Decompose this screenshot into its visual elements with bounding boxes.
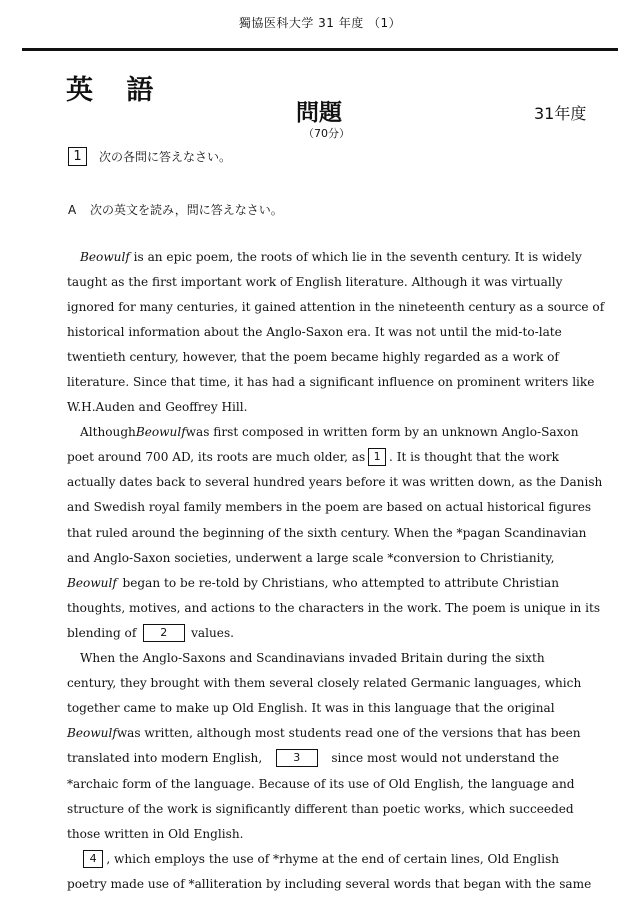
passage-line: century, they brought with them several closely related Germanic languages, which <box>67 676 582 691</box>
line-segment <box>80 250 582 264</box>
page-title: 問題 <box>296 100 342 126</box>
answer-blank-4: 4 <box>83 850 103 868</box>
passage-line <box>67 846 559 871</box>
answer-blank-3: 3 <box>276 749 318 767</box>
answer-blank-2: 2 <box>143 624 185 642</box>
section-instruction: 次の英文を読み，問に答えなさい。 <box>90 203 283 217</box>
passage-line: When the Anglo-Saxons and Scandinavians invaded Britain during the sixth <box>80 651 545 666</box>
passage-line <box>67 570 559 595</box>
running-head: 獨協医科大学 31 年度 （1） <box>238 16 402 30</box>
line-text: began to be re-told by Christians, who attempted to attribute Christian <box>122 575 559 590</box>
passage-line <box>67 746 559 771</box>
line-text: poet around 700 AD, its roots are much older, as <box>67 450 366 465</box>
passage-line: poetry made use of *alliteration by including several words that began with the same <box>67 876 592 891</box>
exam-year: 31年度 <box>534 104 587 123</box>
question-heading <box>68 147 231 166</box>
line-text: is an epic poem, the roots of which lie in the seventh century. It is widely <box>133 249 582 264</box>
question-number-box: 1 <box>68 147 87 166</box>
answer-blank-1: 1 <box>368 448 386 466</box>
passage-line: twentieth century, however, that the poem became highly regarded as a work of <box>67 349 559 364</box>
line-text: translated into modern English, <box>67 751 263 766</box>
line-text: values. <box>191 625 235 640</box>
question-instruction: 次の各問に答えなさい。 <box>99 150 232 164</box>
passage-line <box>67 721 581 746</box>
section-heading <box>68 201 283 218</box>
passage-line: that ruled around the beginning of the sixth century. When the *pagan Scandinavian <box>67 525 587 540</box>
passage-line: *archaic form of the language. Because of its use of Old English, the language and <box>67 776 575 791</box>
passage-line <box>67 420 579 445</box>
passage-line: actually dates back to several hundred years before it was written down, as the Danish <box>67 475 603 490</box>
passage-line: and Anglo-Saxon societies, underwent a large scale *conversion to Christianity, <box>67 550 555 565</box>
section-label: A <box>68 203 77 217</box>
passage-line: structure of the work is significantly different than poetic works, which succeeded <box>67 801 574 816</box>
work-title: Beowulf <box>80 249 130 264</box>
exam-duration: （70分） <box>303 127 350 140</box>
passage-line <box>67 244 582 269</box>
line-text: . It is thought that the work <box>389 450 559 465</box>
work-title: Beowulf <box>67 726 117 741</box>
passage-line <box>67 445 559 470</box>
passage-line: ignored for many centuries, it gained attention in the nineteenth century as a source of <box>67 299 605 314</box>
passage-line: historical information about the Anglo-Saxon era. It was not until the mid-to-late <box>67 324 562 339</box>
line-text: was first composed in written form by an unknown Anglo-Saxon <box>185 425 579 440</box>
line-text: since most would not understand the <box>331 751 559 766</box>
passage-line: and Swedish royal family members in the poem are based on actual historical figures <box>67 500 592 515</box>
passage-line: thoughts, motives, and actions to the characters in the work. The poem is unique in its <box>67 600 601 615</box>
line-text: , which employs the use of *rhyme at the end of certain lines, Old English <box>106 851 559 866</box>
passage-line <box>67 620 559 645</box>
header-rule <box>22 48 618 51</box>
passage-line: taught as the first important work of English literature. Although it was virtually <box>67 274 563 289</box>
reading-passage <box>67 244 605 896</box>
subject-title: 英 語 <box>66 75 166 106</box>
line-text: was written, although most students read one of the versions that has been <box>116 726 581 741</box>
work-title: Beowulf <box>67 575 117 590</box>
passage-line: together came to make up Old English. It was in this language that the original <box>67 701 555 716</box>
passage-line: those written in Old English. <box>67 826 244 841</box>
passage-line: W.H.Auden and Geoffrey Hill. <box>67 400 248 415</box>
line-text: blending of <box>67 625 137 640</box>
work-title: Beowulf <box>135 425 186 440</box>
line-text: Although <box>80 425 136 440</box>
passage-line: literature. Since that time, it has had a significant influence on prominent writers like <box>67 375 595 390</box>
